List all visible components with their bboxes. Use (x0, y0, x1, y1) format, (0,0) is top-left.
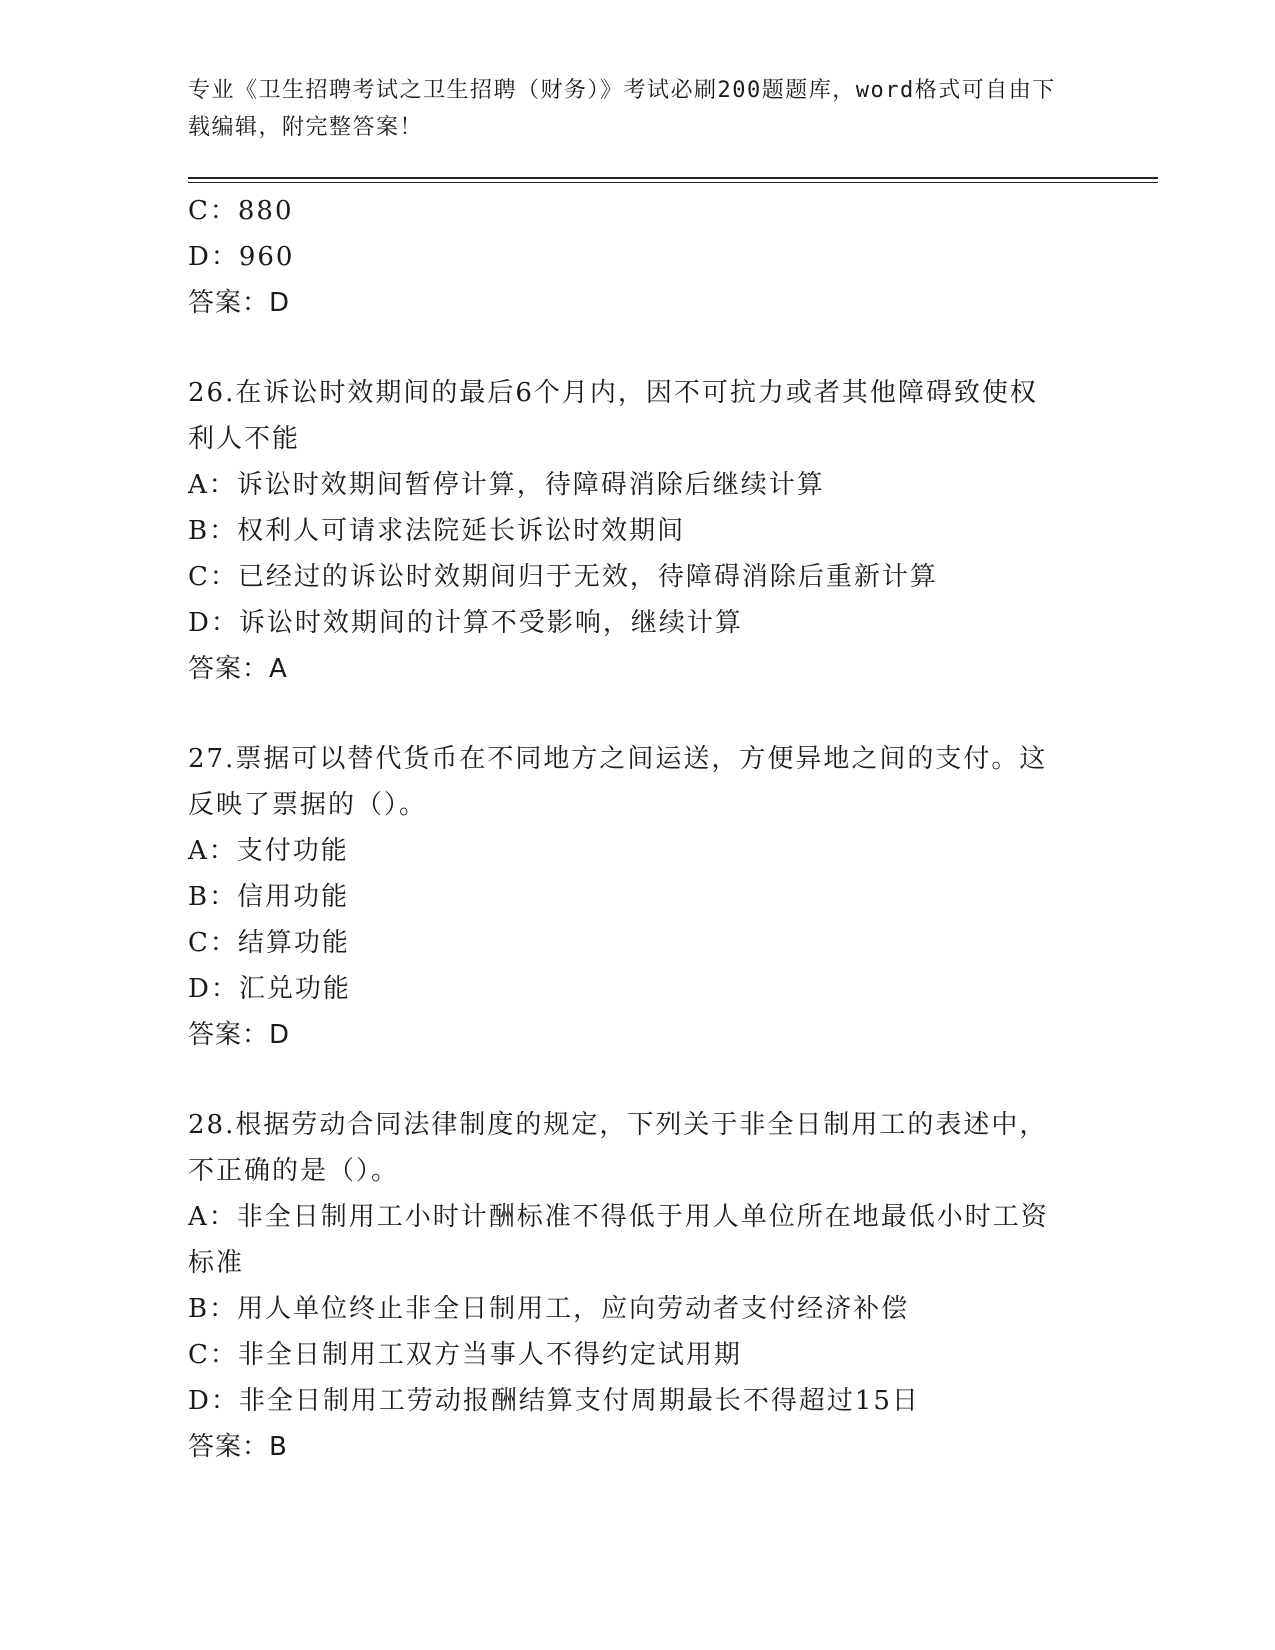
option-c: C：结算功能 (188, 928, 350, 958)
question-stem-cont: 反映了票据的（）。 (188, 790, 428, 820)
option-a-cont: 标准 (188, 1248, 245, 1278)
option-d: D：诉讼时效期间的计算不受影响，继续计算 (188, 608, 743, 638)
header-divider-thin (188, 182, 1158, 183)
option-c: C：非全日制用工双方当事人不得约定试用期 (188, 1340, 742, 1370)
question-stem: 28.根据劳动合同法律制度的规定，下列关于非全日制用工的表述中， (188, 1110, 1048, 1140)
answer-line: 答案：A (188, 654, 288, 684)
question-27 (188, 736, 1088, 1058)
question-28 (188, 1102, 1088, 1470)
option-d: D：960 (188, 242, 295, 272)
option-b: B：用人单位终止非全日制用工，应向劳动者支付经济补偿 (188, 1294, 910, 1324)
option-c: C：880 (188, 196, 294, 226)
document-body (188, 188, 1088, 1470)
option-a: A：诉讼时效期间暂停计算，待障碍消除后继续计算 (188, 470, 825, 500)
answer-line: 答案：D (188, 1020, 291, 1050)
question-26 (188, 370, 1088, 692)
question-stem-cont: 不正确的是（）。 (188, 1156, 400, 1186)
option-c: C：已经过的诉讼时效期间归于无效，待障碍消除后重新计算 (188, 562, 938, 592)
answer-line: 答案：D (188, 288, 291, 318)
document-header: 专业《卫生招聘考试之卫生招聘（财务）》考试必刷200题题库，word格式可自由下载编辑，附完整答案！ (188, 78, 1056, 140)
option-a: A：支付功能 (188, 836, 349, 866)
question-stem-cont: 利人不能 (188, 424, 301, 454)
header-divider-thick (188, 177, 1158, 179)
option-b: B：信用功能 (188, 882, 350, 912)
question-stem: 26.在诉讼时效期间的最后6个月内，因不可抗力或者其他障碍致使权 (188, 378, 1038, 408)
option-d: D：非全日制用工劳动报酬结算支付周期最长不得超过15日 (188, 1386, 920, 1416)
question-stem: 27.票据可以替代货币在不同地方之间运送，方便异地之间的支付。这 (188, 744, 1048, 774)
prev-question-tail (188, 188, 1088, 326)
answer-line: 答案：B (188, 1432, 288, 1462)
option-b: B：权利人可请求法院延长诉讼时效期间 (188, 516, 686, 546)
option-a: A：非全日制用工小时计酬标准不得低于用人单位所在地最低小时工资 (188, 1202, 1049, 1232)
option-d: D：汇兑功能 (188, 974, 351, 1004)
